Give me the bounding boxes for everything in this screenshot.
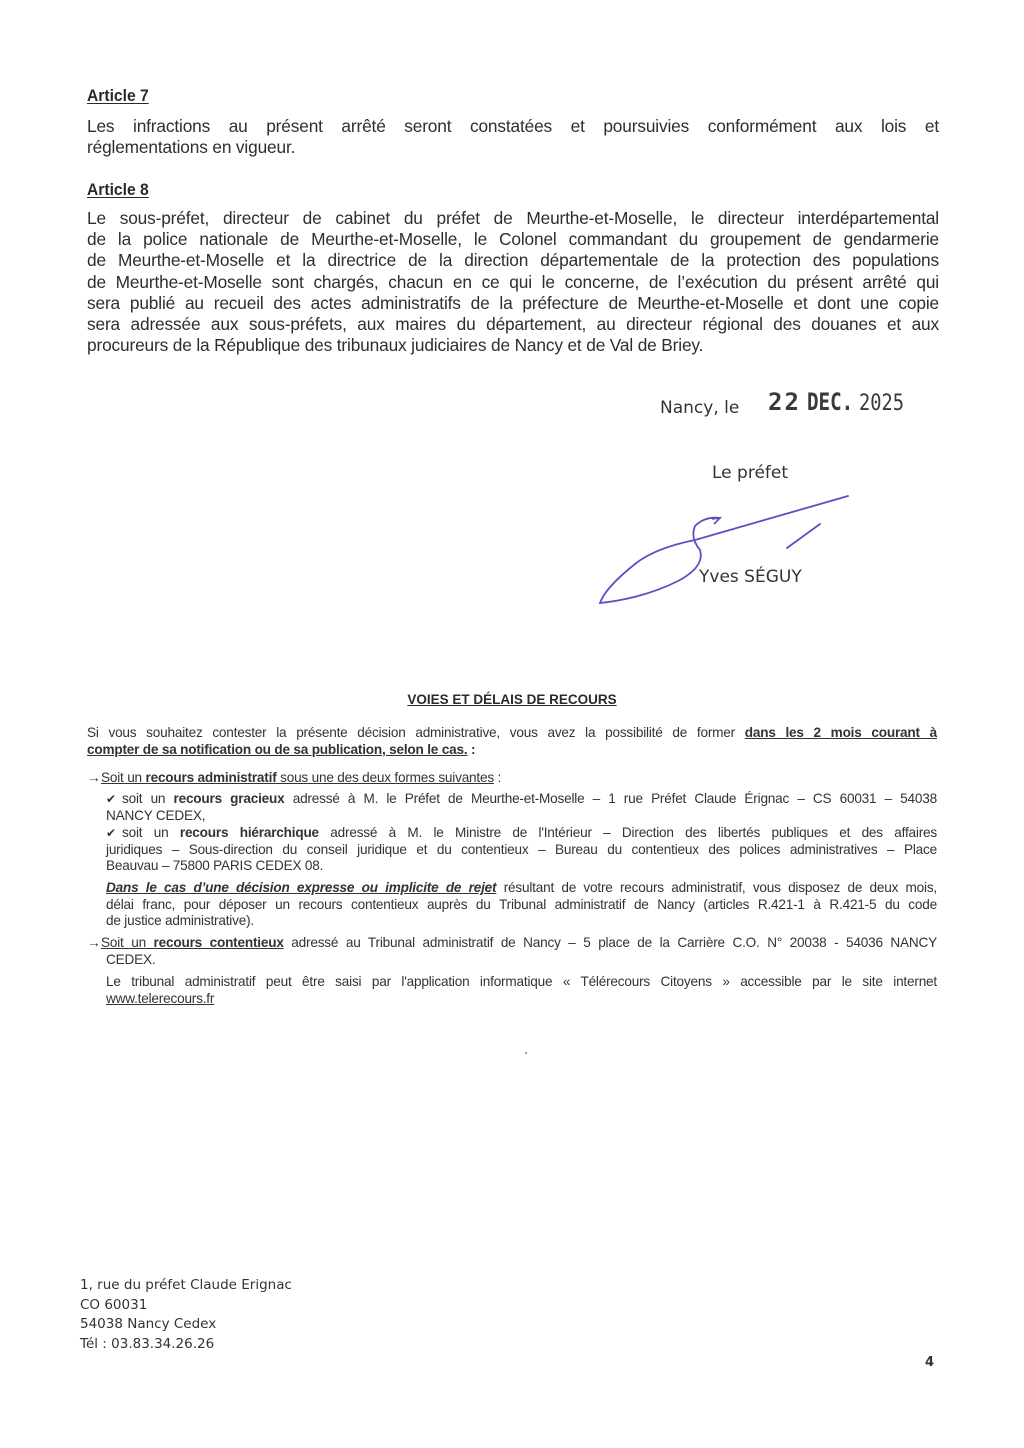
intro-text: Si vous souhaitez contester la présente décision administrative, vous avez la possibilité de former: [87, 725, 745, 740]
article-8-body: [87, 208, 939, 356]
arrow-right-icon: →: [87, 935, 101, 950]
article-8-line: de Meurthe-et-Moselle et la directrice de la direction départementale de la protection des populations: [87, 250, 939, 271]
phone-line: Tél : 03.83.34.26.26: [80, 1335, 215, 1352]
article-7-line: réglementations en vigueur.: [87, 137, 296, 158]
article-7-heading: Article 7: [87, 86, 149, 105]
article-8-line: Le sous-préfet, directeur de cabinet du préfet de Meurthe-et-Moselle, le directeur interdépartemental: [87, 208, 939, 228]
rejet-paragraph: Dans le cas d’une décision expresse ou implicite de rejet résultant de votre recours administratif, vous disposez de deux mois, délai franc, pour déposer un recours contentieux auprès du Tribunal administratif de Nancy (articles R.421-1 à R.421-5 du code de justice administrative).: [106, 880, 938, 928]
address-line: 54038 Nancy Cedex: [80, 1316, 217, 1332]
recours-hierarchique-item: ✔ soit un recours hiérarchique adressé à M. le Ministre de l'Intérieur – Direction des libertés publiques et des affaires juridiques – Sous-direction du conseil juridique et du contentieux – Bureau du contentieux des polices administratives – Place Beauvau – 75800 PARIS CEDEX 08.: [106, 825, 938, 873]
recours-gracieux-item: ✔ soit un recours gracieux adressé à M. le Préfet de Meurthe-et-Moselle – 1 rue Préfet Claude Érignac – CS 60031 – 54038 NANCY CEDEX,: [106, 791, 937, 823]
intro-colon: :: [467, 741, 476, 757]
signatory-name: Yves SÉGUY: [699, 567, 802, 587]
recours-intro: [87, 725, 937, 758]
scan-speck: [525, 1052, 527, 1054]
article-8-heading: Article 8: [87, 180, 149, 199]
article-7-body: [87, 116, 939, 158]
date-stamp-year: 2025: [858, 391, 904, 416]
page-number: 4: [925, 1355, 935, 1370]
date-stamp-day: 22: [768, 388, 801, 416]
article-8-line: procureurs de la République des tribunaux judiciaires de Nancy et de Val de Briey.: [87, 335, 704, 356]
recours-administratif-heading: →Soit un recours administratif sous une des deux formes suivantes :: [87, 770, 502, 785]
article-8-line: de Meurthe-et-Moselle sont chargés, chacun en ce qui le concerne, de l’exécution du présent arrêté qui: [87, 271, 939, 292]
intro-deadline-emphasis: compter de sa notification ou de sa publication, selon le cas.: [87, 741, 468, 757]
date-stamp-month: DEC.: [806, 388, 854, 416]
address-line: 1, rue du préfet Claude Erignac: [80, 1277, 292, 1293]
intro-deadline-emphasis: dans les 2 mois courant à: [744, 725, 937, 740]
arrow-right-icon: →: [87, 770, 101, 785]
article-8-line: sera adressée aux sous-préfets, aux maires du département, au directeur régional des douanes et aux: [87, 314, 939, 335]
rejet-emphasis: Dans le cas d’une décision expresse ou implicite de rejet: [106, 880, 497, 895]
handwritten-signature-icon: [595, 488, 855, 613]
signatory-title: Le préfet: [712, 463, 789, 483]
article-7-line: Les infractions au présent arrêté seront constatées et poursuivies conformément aux lois et: [87, 116, 939, 136]
article-8-line: de la police nationale de Meurthe-et-Moselle, le Colonel commandant du groupement de gendarmerie: [87, 229, 939, 250]
footer-address: [80, 1276, 292, 1354]
checkmark-icon: ✔: [106, 792, 116, 806]
signature-place: Nancy, le: [660, 398, 740, 418]
article-8-line: sera publié au recueil des actes administratifs de la préfecture de Meurthe-et-Moselle et dont une copie: [87, 292, 939, 313]
date-stamp: [768, 388, 912, 416]
address-line: CO 60031: [80, 1296, 148, 1313]
telerecours-paragraph: Le tribunal administratif peut être saisi par l'application informatique « Télérecours Citoyens » accessible par le site internet www.telerecours.fr: [106, 974, 937, 1006]
recours-contentieux-item: →Soit un recours contentieux adressé au Tribunal administratif de Nancy – 5 place de la Carrière C.O. N° 20038 - 54036 NANCY CEDEX.: [87, 935, 937, 967]
recours-heading: VOIES ET DÉLAIS DE RECOURS: [407, 692, 617, 707]
checkmark-icon: ✔: [106, 826, 116, 840]
administratif-label: Soit un recours administratif sous une des deux formes suivantes: [101, 770, 494, 785]
telerecours-link[interactable]: www.telerecours.fr: [106, 990, 215, 1006]
